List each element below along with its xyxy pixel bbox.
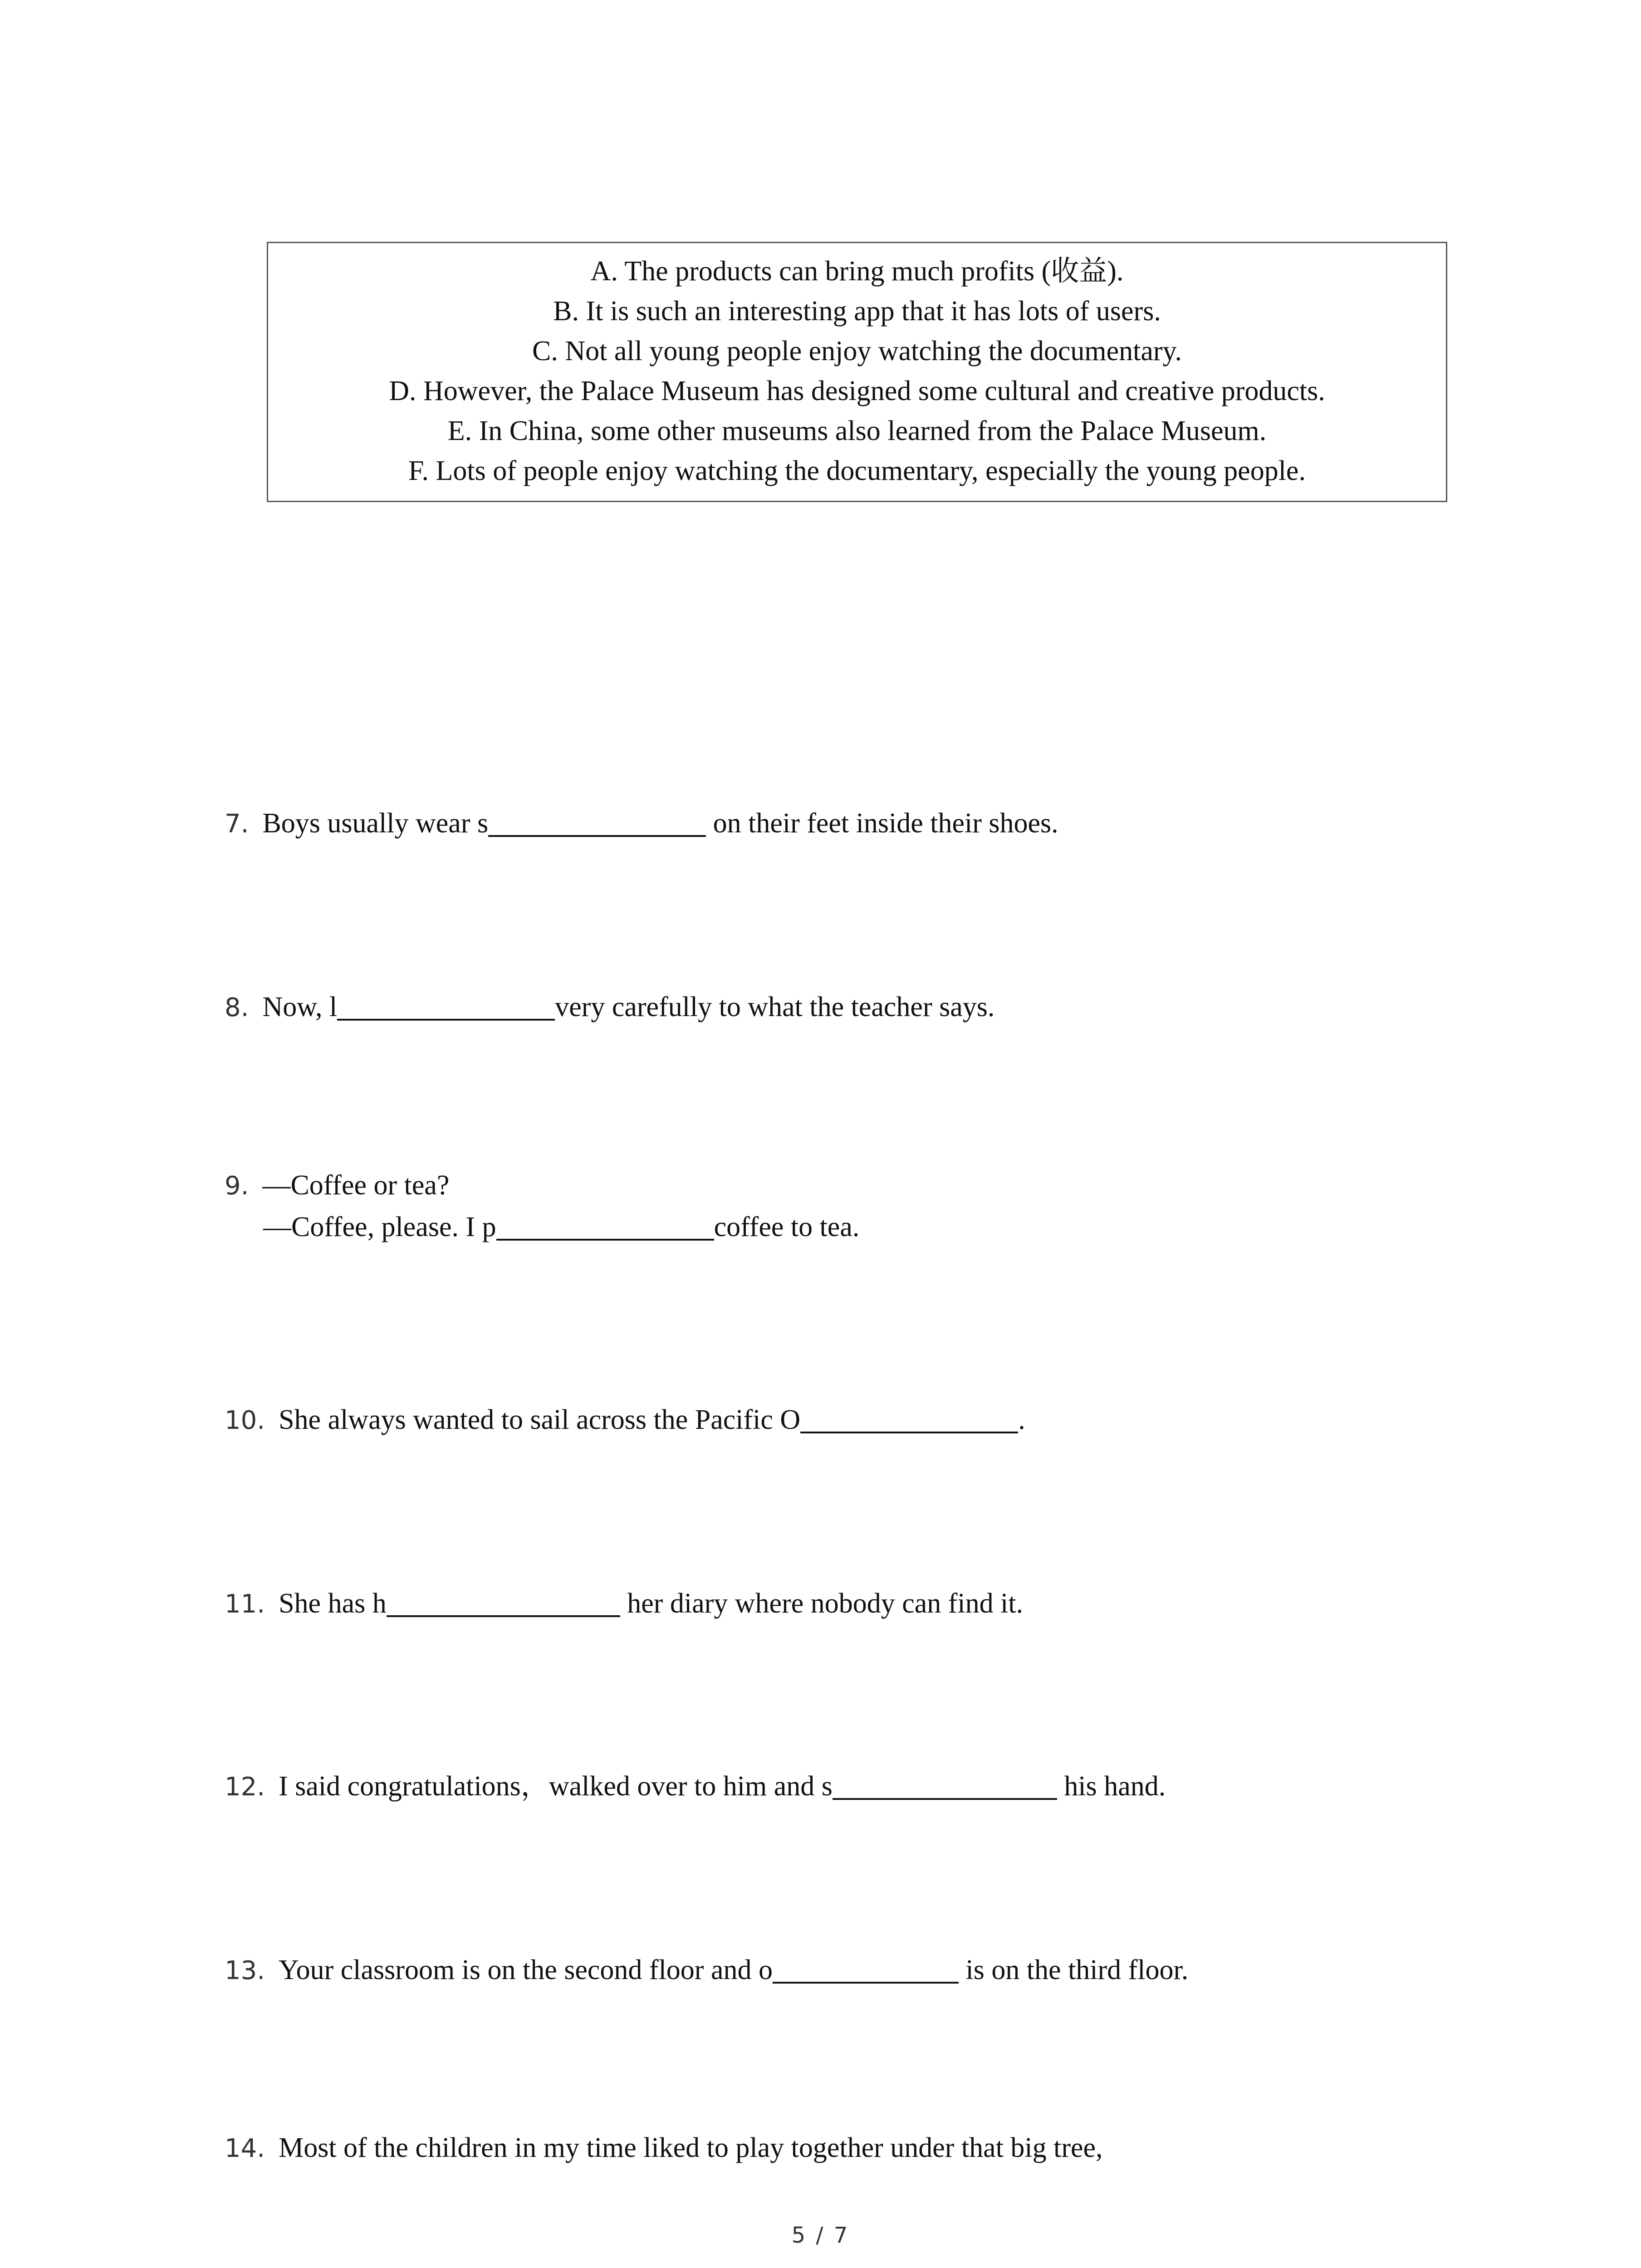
question-text-before: Now, l (262, 992, 338, 1022)
question-text-before: Boys usually wear s (262, 808, 489, 839)
question-number: 7. (225, 809, 249, 839)
question-line-1: —Coffee or tea? (262, 1170, 450, 1201)
question-8 (225, 987, 994, 1028)
question-text-before: She always wanted to sail across the Pacific O (279, 1404, 801, 1435)
answer-blank[interactable] (488, 807, 706, 837)
question-text-before: She has h (279, 1588, 387, 1619)
question-number: 14. (225, 2134, 265, 2163)
option-b: B. It is such an interesting app that it has lots of users. (553, 296, 1161, 327)
answer-blank[interactable] (800, 1403, 1018, 1433)
question-text-after: her diary where nobody can find it. (620, 1588, 1024, 1619)
question-number: 11. (225, 1589, 265, 1619)
question-text-after: his hand. (1057, 1771, 1166, 1802)
option-e: E. In China, some other museums also learned from the Palace Museum. (447, 415, 1267, 446)
option-c: C. Not all young people enjoy watching the documentary. (532, 336, 1182, 367)
question-number: 9. (225, 1171, 249, 1201)
answer-blank[interactable] (387, 1587, 620, 1617)
question-text-before: I said congratulations，walked over to him and s (279, 1771, 833, 1802)
question-number: 10. (225, 1406, 265, 1435)
option-a: A. The products can bring much profits (收益). (590, 256, 1124, 287)
option-d: D. However, the Palace Museum has designed some cultural and creative products. (389, 376, 1325, 406)
question-number: 12. (225, 1772, 265, 1802)
answer-blank[interactable] (833, 1770, 1057, 1800)
answer-blank[interactable] (337, 991, 555, 1021)
question-text-before: Your classroom is on the second floor and o (279, 1955, 773, 1985)
answer-blank[interactable] (496, 1211, 714, 1241)
options-box (267, 242, 1447, 502)
question-text-after: coffee to tea. (714, 1212, 860, 1242)
option-f: F. Lots of people enjoy watching the documentary, especially the young people. (408, 455, 1306, 486)
question-number: 13. (225, 1956, 265, 1985)
question-10 (225, 1399, 1025, 1441)
question-9 (225, 1165, 859, 1247)
question-12 (225, 1766, 1166, 1808)
question-text-after: on their feet inside their shoes. (706, 808, 1058, 839)
question-text-after: very carefully to what the teacher says. (555, 992, 995, 1022)
question-7 (225, 803, 1058, 845)
question-text-after: . (1018, 1404, 1025, 1435)
answer-blank[interactable] (773, 1954, 959, 1984)
question-text-before: Most of the children in my time liked to play together under that big tree, (279, 2132, 1103, 2163)
question-14 (225, 2127, 1103, 2169)
question-13 (225, 1950, 1188, 1991)
question-text-before: —Coffee, please. I p (263, 1212, 496, 1242)
question-text-after: is on the third floor. (958, 1955, 1189, 1985)
question-number: 8. (225, 993, 249, 1022)
page-number: 5 / 7 (791, 2223, 850, 2248)
question-11 (225, 1583, 1023, 1625)
